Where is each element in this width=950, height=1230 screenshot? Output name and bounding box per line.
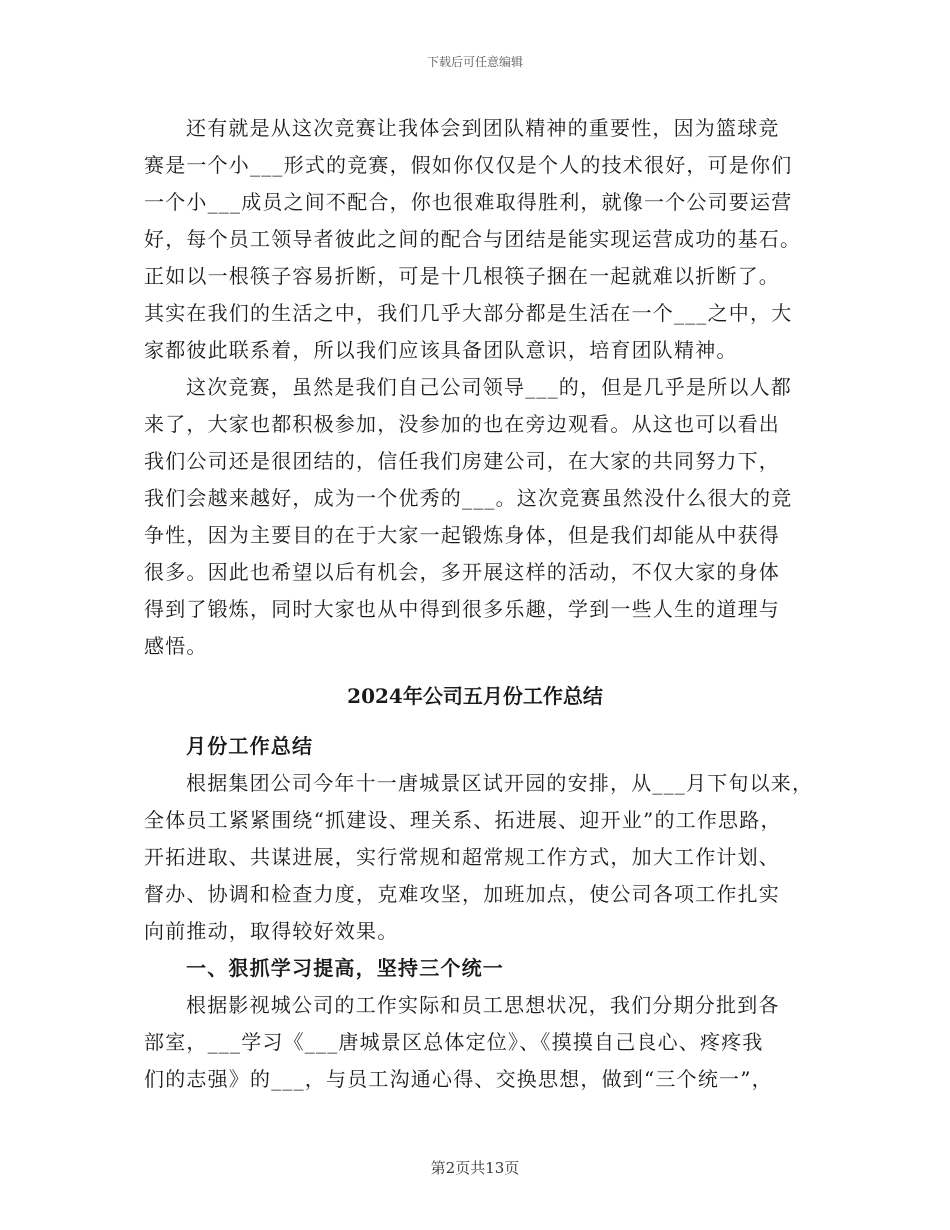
- paragraph-line: 很多。因此也希望以后有机会，多开展这样的活动，不仅大家的身体: [144, 560, 780, 584]
- paragraph-line: 根据影视城公司的工作实际和员工思想状况，我们分期分批到各: [186, 993, 780, 1017]
- paragraph-line: 根据集团公司今年十一唐城景区试开园的安排，从___月下旬以来，: [186, 771, 814, 795]
- subheading: 月份工作总结: [186, 734, 314, 758]
- paragraph-line: 向前推动，取得较好效果。: [144, 919, 399, 943]
- paragraph-line: 们的志强》的___，与员工沟通心得、交换思想，做到“三个统一”，: [144, 1067, 773, 1091]
- paragraph-line: 部室，___学习《___唐城景区总体定位》、《摸摸自己良心、疼疼我: [144, 1030, 764, 1054]
- paragraph-line: 这次竞赛，虽然是我们自己公司领导___的，但是几乎是所以人都: [186, 375, 792, 399]
- paragraph-line: 我们公司还是很团结的，信任我们房建公司，在大家的共同努力下，: [144, 449, 780, 473]
- paragraph-line: 来了，大家也都积极参加，没参加的也在旁边观看。从这也可以看出: [144, 412, 780, 436]
- paragraph-line: 其实在我们的生活之中，我们几乎大部分都是生活在一个___之中，大: [144, 301, 793, 325]
- paragraph-line: 争性，因为主要目的在于大家一起锻炼身体，但是我们却能从中获得: [144, 523, 780, 547]
- paragraph-line: 开拓进取、共谋进展，实行常规和超常规工作方式，加大工作计划、: [144, 845, 780, 869]
- page-footer: 第2页共13页: [430, 1159, 520, 1177]
- header-note: 下载后可任意编辑: [426, 55, 523, 69]
- paragraph-line: 还有就是从这次竞赛让我体会到团队精神的重要性，因为篮球竞: [186, 116, 780, 140]
- paragraph-line: 我们会越来越好，成为一个优秀的___。这次竞赛虽然没什么很大的竞: [144, 486, 793, 510]
- section-heading: 一、狠抓学习提高，坚持三个统一: [186, 956, 504, 980]
- paragraph-line: 赛是一个小___形式的竞赛，假如你仅仅是个人的技术很好，可是你们: [144, 153, 793, 177]
- paragraph-line: 得到了锻炼，同时大家也从中得到很多乐趣，学到一些人生的道理与: [144, 597, 780, 621]
- paragraph-line: 感悟。: [144, 634, 208, 658]
- paragraph-line: 全体员工紧紧围绕“抓建设、理关系、拓进展、迎开业”的工作思路，: [144, 808, 782, 832]
- paragraph-line: 正如以一根筷子容易折断，可是十几根筷子捆在一起就难以折断了。: [144, 264, 780, 288]
- document-title: 2024年公司五月份工作总结: [347, 684, 603, 708]
- paragraph-line: 督办、协调和检查力度，克难攻坚，加班加点，使公司各项工作扎实: [144, 882, 780, 906]
- paragraph-line: 一个小___成员之间不配合，你也很难取得胜利，就像一个公司要运营: [144, 190, 793, 214]
- paragraph-line: 家都彼此联系着，所以我们应该具备团队意识，培育团队精神。: [144, 338, 738, 362]
- paragraph-line: 好，每个员工领导者彼此之间的配合与团结是能实现运营成功的基石。: [144, 227, 802, 251]
